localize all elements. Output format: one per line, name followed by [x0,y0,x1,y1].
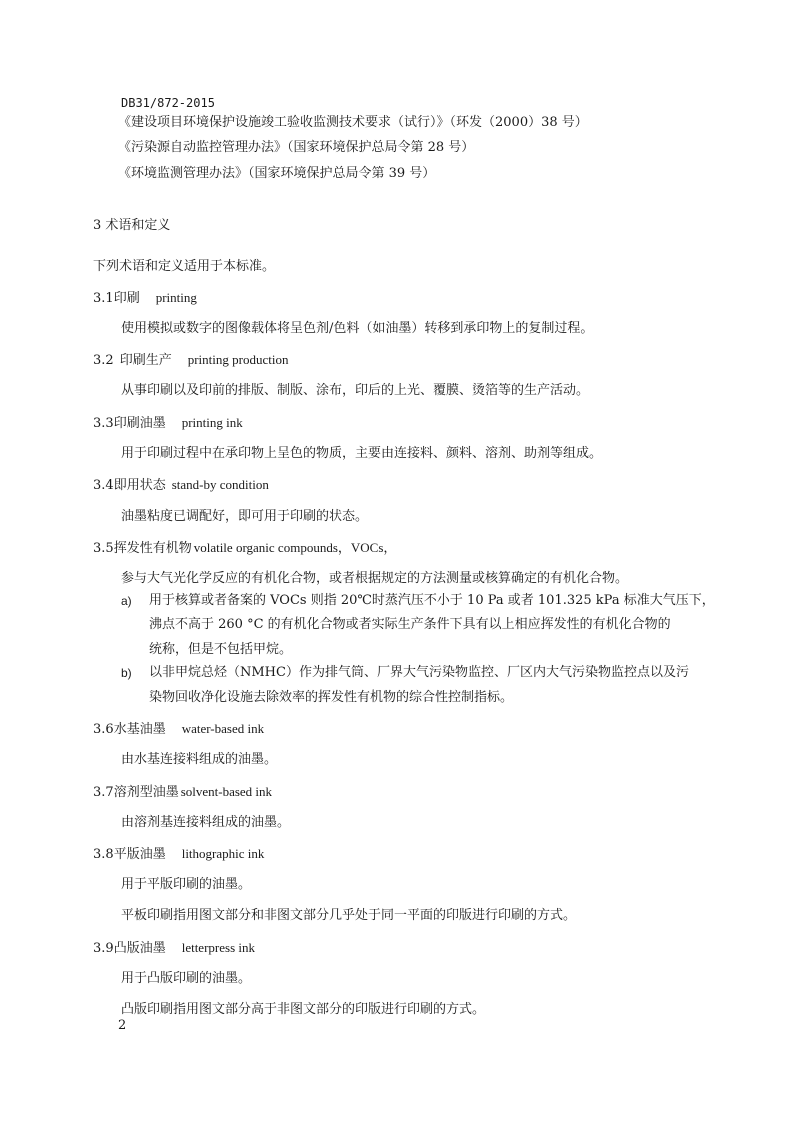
term-definition-note: 凸版印刷指用图文部分高于非图文部分的印版进行印刷的方式。 [121,1002,486,1017]
list-item-line: 染物回收净化设施去除效率的挥发性有机物的综合性控制指标。 [149,690,514,705]
term-definition: 用于平版印刷的油墨。 [121,877,252,892]
section-title: 3 术语和定义 [93,218,171,233]
term-definition: 从事印刷以及印前的排版、制版、涂布，印后的上光、覆膜、烫箔等的生产活动。 [121,383,590,398]
term-zh: 挥发性有机物 [113,541,192,556]
term-zh: 即用状态 [113,478,166,493]
term-number: 3.4 [93,478,114,493]
section-intro: 下列术语和定义适用于本标准。 [93,259,276,274]
term-definition: 参与大气光化学反应的有机化合物，或者根据规定的方法测量或核算确定的有机化合物。 [121,571,629,586]
term-heading [93,415,243,432]
term-definition: 由溶剂基连接料组成的油墨。 [121,815,291,830]
term-number: 3.1 [93,291,114,306]
term-en: solvent-based ink [180,784,273,799]
term-definition: 油墨粘度已调配好，即可用于印刷的状态。 [121,509,369,524]
list-marker: b) [121,666,132,680]
page-number: 2 [118,1018,127,1033]
term-en: printing [155,290,197,305]
list-item-line: 沸点不高于 260 °C 的有机化合物或者实际生产条件下具有以上相应挥发性的有机化合物的 [149,617,671,632]
term-definition: 由水基连接料组成的油墨。 [121,752,278,767]
term-number: 3.2 [93,353,114,368]
term-heading [93,290,197,307]
term-zh: 水基油墨 [113,722,166,737]
term-definition: 使用模拟或数字的图像载体将呈色剂/色料（如油墨）转移到承印物上的复制过程。 [121,321,594,336]
term-heading [93,784,272,801]
document-code: DB31/872-2015 [121,96,215,110]
term-en: stand-by condition [171,477,269,492]
term-heading [93,477,269,494]
term-zh: 印刷生产 [119,353,172,368]
reference-item: 《环境监测管理办法》（国家环境保护总局令第 39 号） [118,166,436,181]
term-definition-note: 平板印刷指用图文部分和非图文部分几乎处于同一平面的印版进行印刷的方式。 [121,908,577,923]
term-heading [93,940,255,957]
list-item-line: 用于核算或者备案的 VOCs 则指 20℃时蒸汽压不小于 10 Pa 或者 101.325 kPa 标准大气压下， [149,593,715,608]
term-heading [93,846,264,863]
term-number: 3.6 [93,722,114,737]
term-en: water-based ink [181,721,265,736]
term-en: volatile organic compounds，VOCs， [193,540,397,555]
term-zh: 印刷 [113,291,140,306]
reference-item: 《污染源自动监控管理办法》（国家环境保护总局令第 28 号） [118,140,475,155]
term-number: 3.5 [93,541,114,556]
reference-item: 《建设项目环境保护设施竣工验收监测技术要求（试行）》（环发（2000）38 号） [118,115,588,130]
list-marker: a) [121,594,132,608]
term-heading [93,721,264,738]
list-item-line: 以非甲烷总烃（NMHC）作为排气筒、厂界大气污染物监控、厂区内大气污染物监控点以及污 [149,665,689,680]
term-zh: 平版油墨 [113,847,166,862]
term-number: 3.8 [93,847,114,862]
term-definition: 用于印刷过程中在承印物上呈色的物质，主要由连接料、颜料、溶剂、助剂等组成。 [121,446,603,461]
term-en: letterpress ink [181,940,255,955]
term-en: printing ink [181,415,243,430]
term-number: 3.7 [93,785,114,800]
term-en: printing production [187,352,289,367]
term-number: 3.3 [93,416,114,431]
term-zh: 凸版油墨 [113,941,166,956]
term-zh: 印刷油墨 [113,416,166,431]
term-heading [93,540,396,557]
term-zh: 溶剂型油墨 [113,785,179,800]
term-heading [93,352,288,369]
term-definition: 用于凸版印刷的油墨。 [121,971,252,986]
term-number: 3.9 [93,941,114,956]
term-en: lithographic ink [181,846,265,861]
list-item-line: 统称，但是不包括甲烷。 [149,642,293,657]
